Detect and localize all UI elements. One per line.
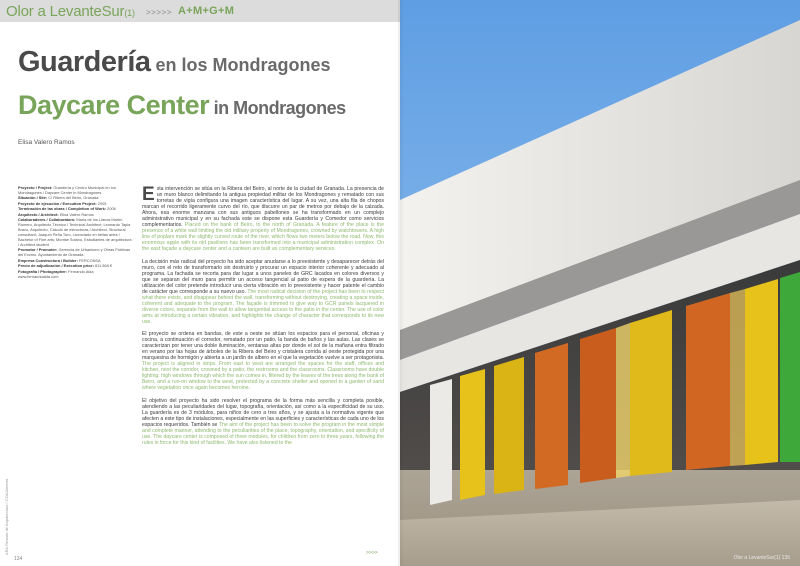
panel-light-strip — [616, 323, 630, 478]
credit-label: Precio de adjudicación / Execution price: — [18, 263, 94, 269]
credit-value: 2005 — [97, 200, 107, 206]
header-bar — [0, 0, 400, 22]
vertical-journal-title: ARA Revista de Arquitectura / COAAlmería — [4, 478, 9, 555]
credit-line — [18, 218, 132, 247]
section-title: Olor a LevanteSur(1) — [6, 3, 135, 20]
credit-line — [18, 275, 132, 280]
paragraph-2: La decisión más radical del proyecto ha sido aceptar anudarse a lo preexistente y desaparecer detrás del muro, con el reto de transformarlo sin destruirlo y procurar un espacio interior coherente y adecuado al programa. La fachada se recorta para dar lugar a unos paneles de GRC lacados en colores diversos y que se separan del muro para permitir un acceso tangencial al patio de espera de la guardería. La utilización del color pretende introducir una cierta vibración en lo preexistente y hacer patente el cambio de carácter que corresponde a su nuevo uso. The most radical decision of the project has been to respect what there exists, and disappear behind the wall, transforming without destroying, creating a space inside, coherent and adequate to the program. The façade is trimmed to give way to GCR panels lacquered in diverse colors, separate from the wall to allow tangential access to the patio in the center. The use of color aims at introducing a certain vibration, and highlights the change of character that corresponds to its new use. — [142, 258, 384, 325]
studio-logo: A+M+G+M — [178, 5, 235, 17]
paragraph-1: Esta intervención se sitúa en la Ribera del Beiro, al norte de la ciudad de Granada. La presencia de un muro blanco delimitando la antigua propiedad militar de los Mondragones y rematado con sus torretas de vigía configura una imagen característica del lugar. A su vez, una alta fila de chopos marcan el recorrido ligeramente curvo del río, que discurre un par de metros por debajo de la calzada. Ahora, esa enorme manzana con sus antiguos pabellones se ha transformado en un complejo administrativo municipal y en su fachada este se dispone esta Guardería y Comedor como servicios complementarios. Placed on the bank of Beiro, to the north of Granada. A feature of the place is the presence of a white wall limiting the old military property of Mondragones, crowned by watchtowers. A high line of poplars mark the slightly curved route of the river, which flows two meters below the road. Now, this enormous apple with its old pavilions has been transformed into a municipal administration complex. On the east façade a daycare center and a canteen are built as complementary services. — [142, 184, 385, 253]
credit-label: Colaboradores / Collaborators: — [18, 217, 76, 223]
panel-yellow-4 — [745, 279, 778, 465]
title-english: Daycare Center in Mondragones — [18, 90, 346, 120]
credit-label: Empresa Constructora / Builder: — [18, 257, 78, 263]
panel-yellow-1 — [460, 369, 485, 500]
page-footer-right: Olor a LevanteSur(1) 135 — [733, 555, 790, 561]
credit-label: Proyecto de ejecución / Execution Project: — [18, 200, 97, 206]
panel-orange-2 — [580, 328, 616, 483]
credit-value: 2006 — [107, 206, 116, 212]
issue-number: (1) — [124, 8, 135, 18]
credit-label: Situación / Site: — [18, 195, 48, 201]
continued-marker: >>>> — [366, 550, 378, 556]
author-name: Elisa Valero Ramos — [18, 139, 75, 146]
credit-label: Arquitecto / Architect: — [18, 211, 59, 217]
panel-orange-3 — [686, 293, 730, 470]
building-photo — [400, 0, 800, 566]
credit-value: C/ Ribera del Beiro, Granada — [48, 195, 99, 201]
drop-cap: E — [142, 184, 155, 205]
paragraph-3: El proyecto se ordena en bandas, de este a oeste se sitúan los espacios para el personal, oficinas y cocina, a continuación el corredor, rematado por un patio, la banda de baños y las aulas. Las clases se caracterizan por tener una doble iluminación, ventanas altas por donde el sol de la mañana entra filtrado en verano por las hojas de árboles de la Ribera del Beiro y cristalera corrida al oeste protegida por una marquesina de hormigón y abierta a un jardín de albero en el que la vegetación vuelve a ser protagonista. The project is aligned in strips. From east to west are arranged the spaces for the staff, offices and kitchen, next the corridor, crowned by a patio, the restrooms and the classrooms. Classrooms have double lighting: high windows through which the sun comes in, filtered by the leaves of the trees along the bank of Beiro, and a run-on window to the west, protected by a concrete shelter and opened to a garden of sand where vegetation once again becomes heroine. — [142, 331, 384, 392]
credit-line — [18, 186, 132, 196]
credit-value: www.fernandoalda.com — [18, 274, 59, 280]
credit-value: 811.568 € — [94, 263, 113, 269]
panel-light-strip-2 — [730, 289, 745, 466]
title-spanish: Guardería en los Mondragones — [18, 46, 331, 78]
panel-yellow-3 — [630, 310, 672, 476]
page-number-left: 134 — [14, 556, 23, 562]
credit-label: Proyecto / Project: — [18, 185, 53, 190]
credit-value: Guardería y Centro Municipal en los Mondragones / Daycare Center in Mondragones — [18, 185, 116, 195]
credit-label: Promotor / Promoter: — [18, 247, 58, 253]
page-fold — [398, 0, 404, 566]
paragraph-4: El objetivo del proyecto ha sido resolver el programa de la forma más sencilla y completa posible, atendiendo a las peculiaridades del lugar, topografía, orientación, así como a la especificidad de su uso. La guardería es de 3 módulos, para niños de cero a tres años, y se ajusta a la normativa vigente que afecten a este tipo de instalaciones, especialmente en las superficies y características de cada uno de los espacios requeridos. También se The aim of the project has been to solve the program in the most simple and complete manner, attending to the peculiarities of the place, topography, orientation, and specificity of use. The daycare center is composed of three modules, for children from zero to three years, following the rules in force for this kind of facilities. We have also listened to the — [142, 397, 384, 446]
project-credits — [18, 186, 132, 281]
panel-orange-1 — [535, 343, 568, 489]
panel-green-1 — [780, 272, 800, 462]
credit-label: Terminación de las obras / Completion of Work: — [18, 206, 107, 212]
credit-value: FERCONSA — [78, 257, 101, 263]
credit-line — [18, 248, 132, 258]
credit-value: Fernando Alda — [68, 268, 94, 274]
panel-white-1 — [430, 379, 452, 505]
credit-value: María de los Llanos Martín Romero, Arquitecto Técnico / Technical Architect; Leonardo Tapia Bravo, Arquitecto, Cálculo de estructuras / Architect, Structural consultant; Joaquín Peña Toro, Licenciado en bellas artes / Bachelor of Fine arts; Montse Solano, Estudiantes de arquitectura / Architect student — [18, 217, 132, 247]
credit-value: Elisa Valero Ramos — [59, 211, 94, 217]
right-page-photo — [400, 0, 800, 566]
article-body — [142, 186, 384, 452]
credit-value: Gerencia de Urbanismo y Obras Públicas del Excmo. Ayuntamiento de Granada — [18, 247, 131, 258]
credit-label: Fotografía / Photographer: — [18, 268, 68, 274]
panel-yellow-2 — [494, 357, 524, 494]
header-arrows: >>>>> — [146, 8, 172, 17]
